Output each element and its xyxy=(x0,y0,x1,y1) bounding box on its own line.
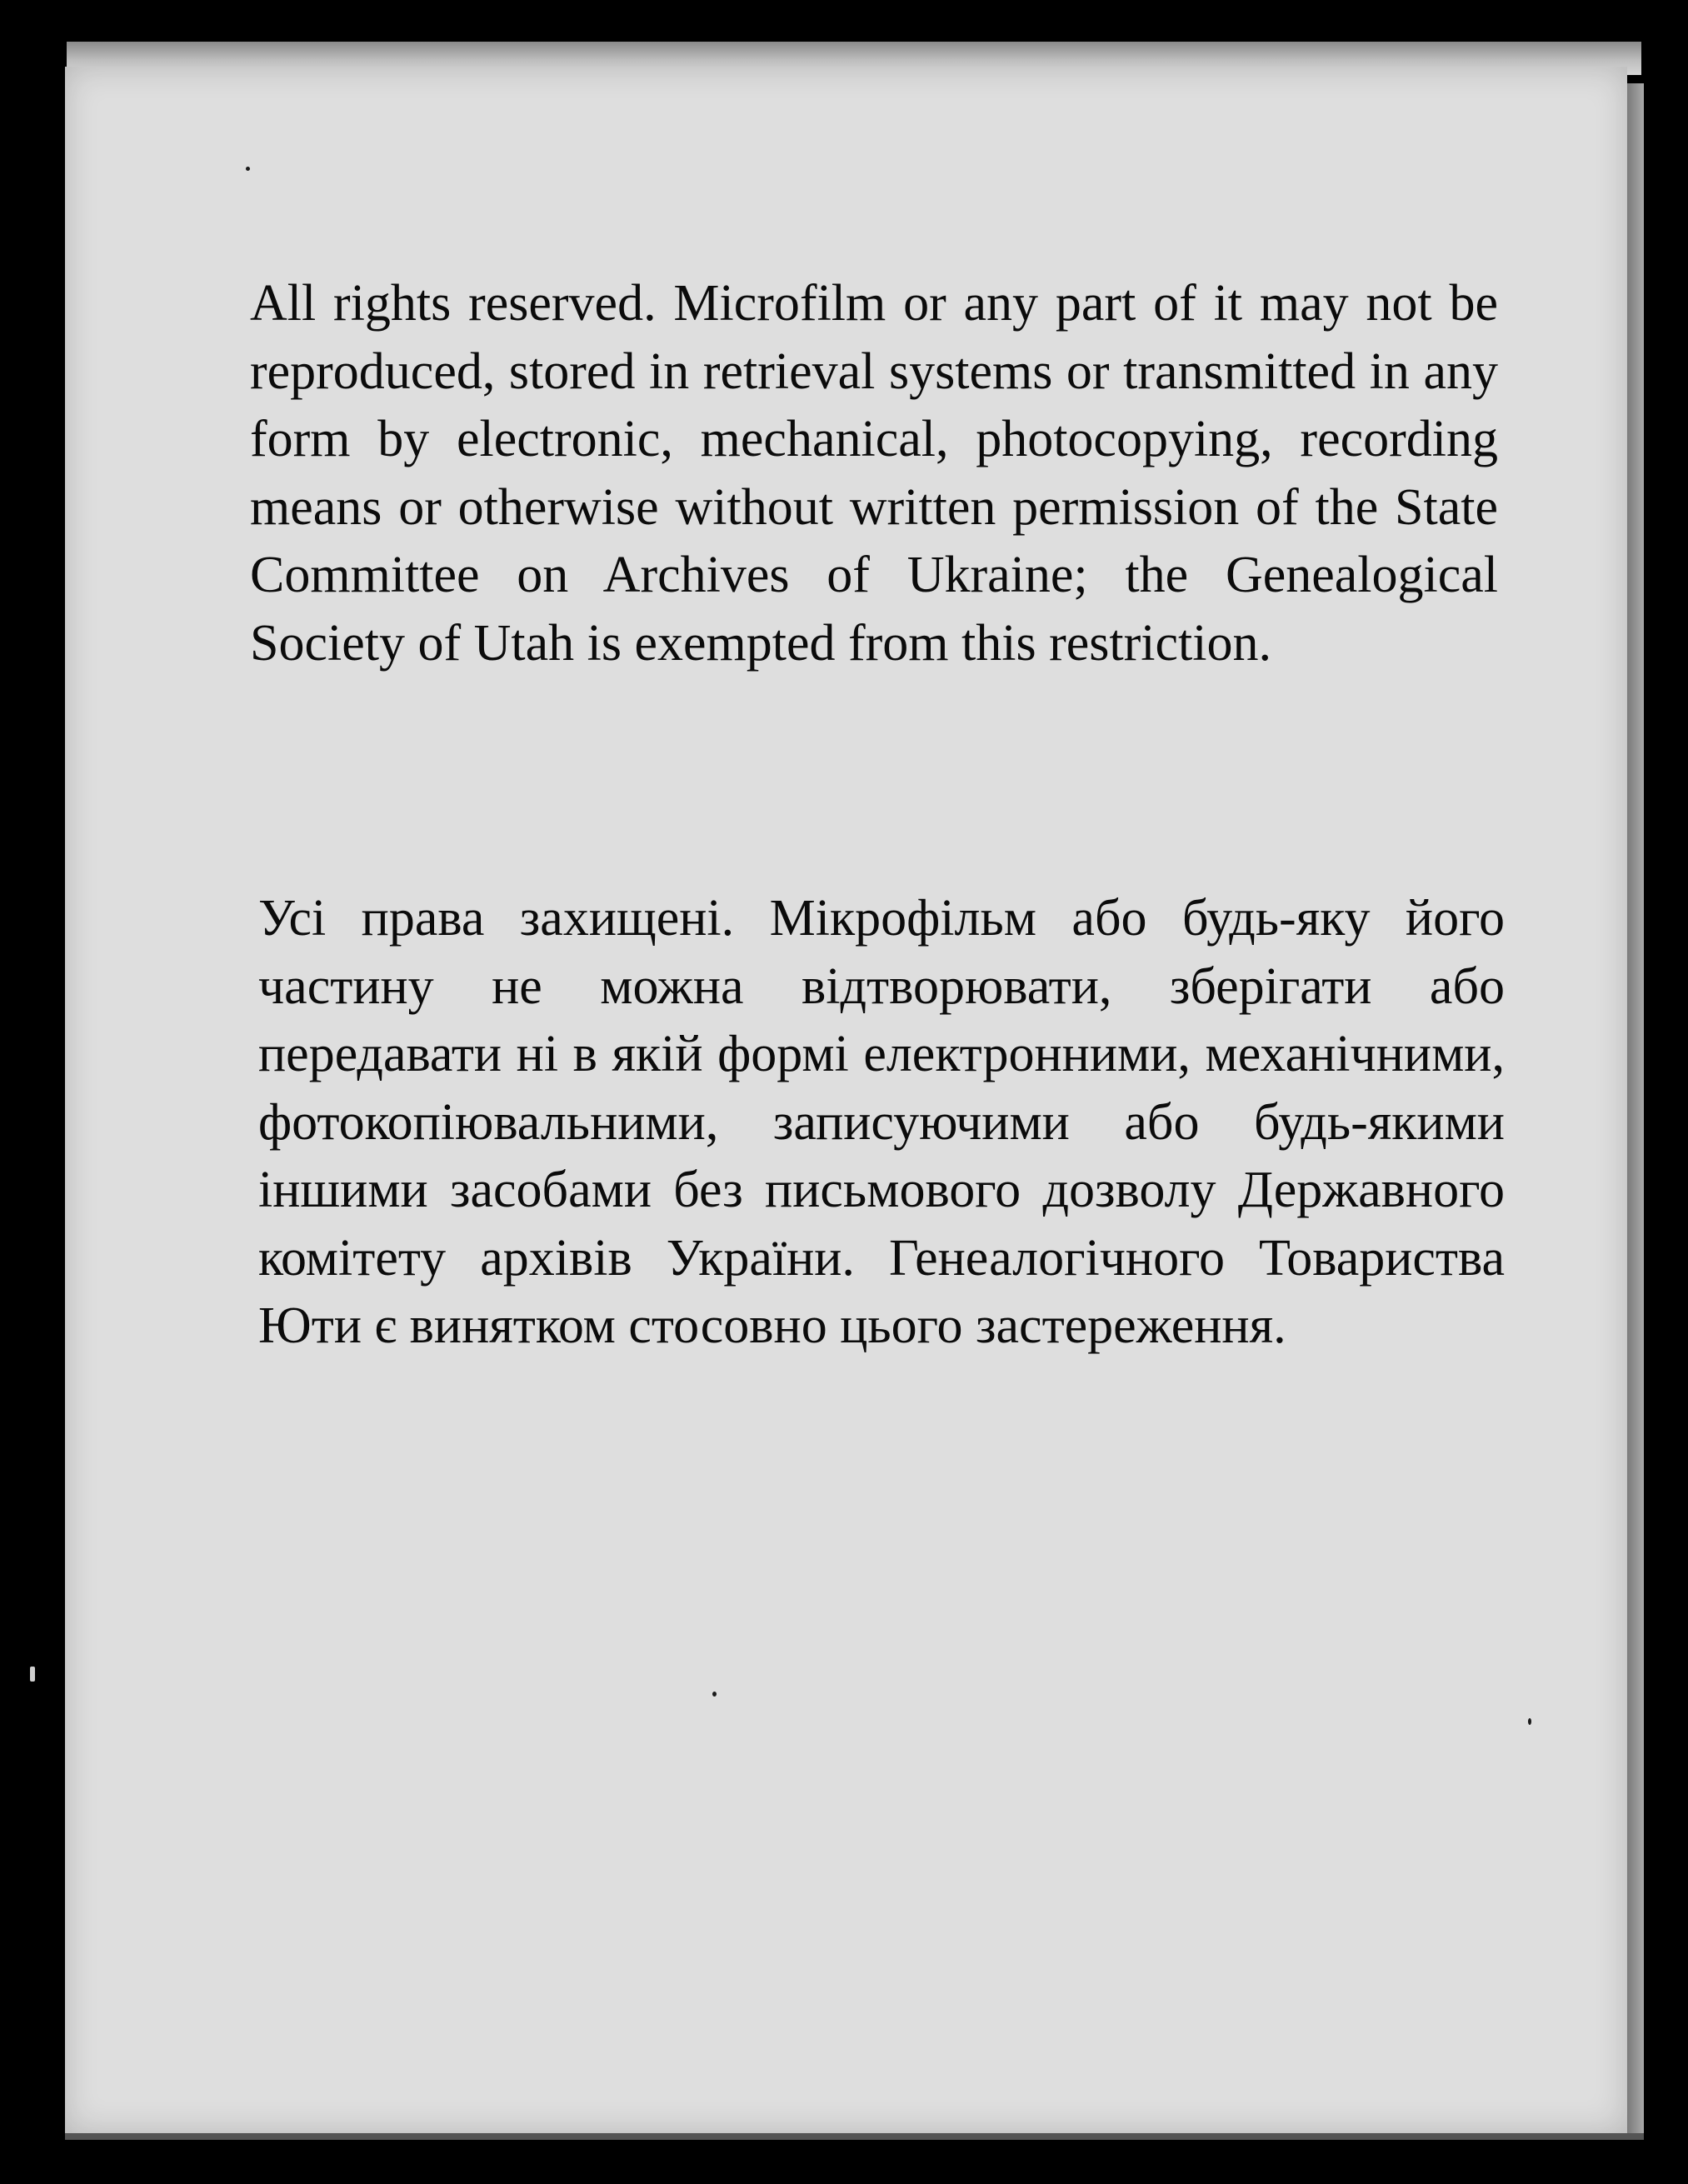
dust-speck xyxy=(712,1692,717,1697)
paper-bottom-edge xyxy=(65,2133,1644,2140)
dust-speck xyxy=(1528,1718,1531,1725)
paper-right-edge xyxy=(1627,83,1644,2133)
dust-speck xyxy=(246,167,250,171)
ukrainian-copyright-paragraph: Усі права захищені. Мікрофільм або будь-яку його частину не можна відтворювати, зберігати або передавати ні в якій формі електронними, механічними, фотокопіювальними, записуючими або будь-якими іншими засобами без письмового дозволу Державного комітету архівів України. Генеалогічного Товариства Юти є винятком стосовно цього застереження. xyxy=(258,890,1505,1354)
dust-speck xyxy=(30,1667,35,1682)
english-copyright-paragraph: All rights reserved. Microfilm or any part of it may not be reproduced, stored in retrieval systems or transmitted in any form by electronic, mechanical, photocopying, recording means or otherwise without written permission of the State Committee on Archives of Ukraine; the Genealogical Society of Utah is exempted from this restriction. xyxy=(250,275,1498,672)
